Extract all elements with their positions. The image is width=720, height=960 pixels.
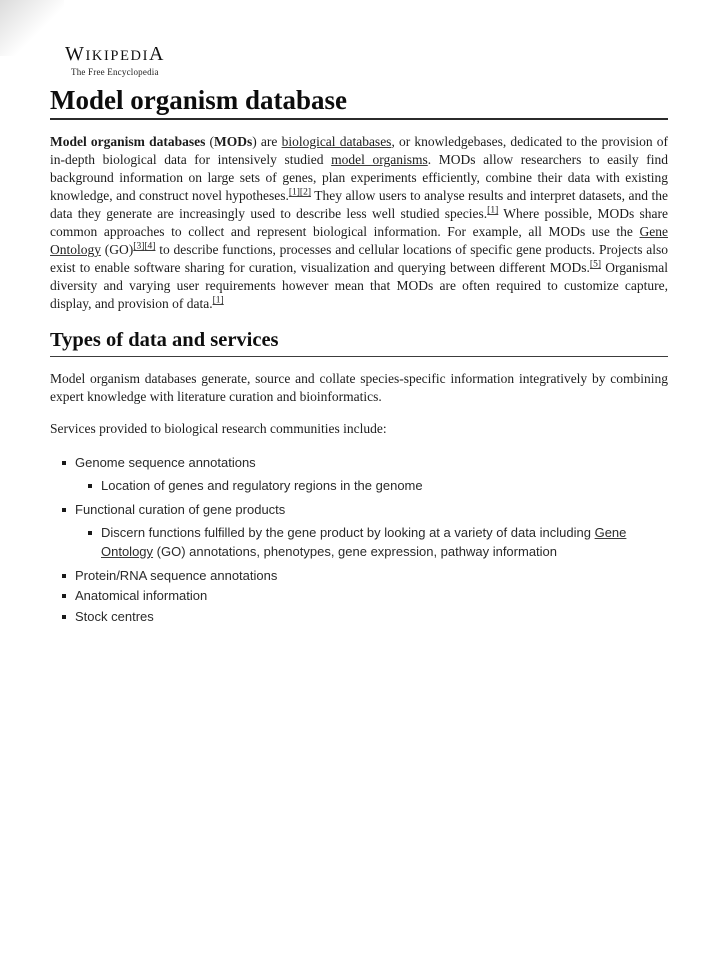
wordmark-letter: A [149,43,166,65]
ref-5[interactable]: [5] [589,259,601,270]
link-gene-ontology[interactable]: Gene Ontology [50,224,668,258]
list-item [50,607,668,626]
bullet-icon [62,508,66,512]
wordmark-letters: IKIPEDI [85,48,150,64]
list-item [50,523,668,561]
list-item-text [75,453,668,472]
text-segment: Model organism databases [50,134,206,150]
ref-4[interactable]: [4] [144,241,156,252]
services-intro-text: Services provided to biological research communities include: [50,420,387,436]
list-item-text [75,586,668,605]
text-segment: Discern functions fulfilled by the gene product by looking at a variety of data including [101,525,595,541]
ref-3[interactable]: [3] [133,241,145,252]
text-segment: (GO) [101,242,134,258]
bullet-icon [62,594,66,598]
list-item [50,586,668,605]
text-segment: ) are [252,134,282,150]
bullet-icon [88,531,92,535]
title-divider [50,118,668,120]
services-list [50,453,668,626]
list-item-text [75,566,668,585]
bullet-icon [62,574,66,578]
wikipedia-logo[interactable] [65,44,165,64]
ref-2[interactable]: [2] [299,187,311,198]
list-item-text [75,607,668,626]
ref-1[interactable]: [1] [487,205,499,216]
bullet-icon [88,484,92,488]
text-segment: Location of genes and regulatory regions in the genome [101,478,423,494]
wikipedia-tagline: The Free Encyclopedia [71,67,159,77]
text-segment: They allow users to analyse results and interpret datasets, and the data they generate are increasingly used to describe less well studied species. [50,188,668,222]
text-segment: (GO) annotations, phenotypes, gene expression, pathway information [153,544,558,560]
list-item-text [75,500,668,519]
text-segment: MODs [214,134,253,150]
page-corner-shadow [0,0,64,56]
section-divider [50,356,668,357]
text-segment: to describe functions, processes and cellular locations of specific gene products. Projects also exist to enable software sharing for curation, visualization and querying between different MODs. [50,242,668,276]
text-segment: Protein/RNA sequence annotations [75,567,278,583]
list-item-text [101,523,668,561]
list-item-text [101,476,668,495]
link-gene-ontology[interactable]: Gene Ontology [101,525,627,560]
intro-paragraph [50,133,668,313]
section-paragraph: Model organism databases generate, source and collate species-specific information integratively by combining expert knowledge with literature curation and bioinformatics. [50,370,668,404]
text-segment: Where possible, MODs share common approaches to collect and represent biological information. For example, all MODs use the [50,206,668,240]
section-heading-types-of-data: Types of data and services [50,329,279,352]
link-model-organisms[interactable]: model organisms [331,152,428,168]
text-segment: Organismal diversity and varying user requirements however mean that MODs are often required to customize capture, display, and provision of data. [50,260,669,312]
text-segment: . MODs allow researchers to easily find background information on large sets of genes, plan experiments efficiently, combine their data with existing knowledge, and construct novel hypotheses. [50,152,668,204]
bullet-icon [62,615,66,619]
bullet-icon [62,461,66,465]
text-segment: Genome sequence annotations [75,454,256,470]
page-title: Model organism database [50,85,347,115]
wordmark-letter: W [65,43,86,65]
list-item [50,476,668,495]
text-segment: Anatomical information [75,588,208,604]
text-segment: Functional curation of gene products [75,501,286,517]
text-segment: Stock centres [75,608,154,624]
ref-1[interactable]: [1] [288,187,300,198]
list-item [50,453,668,472]
wikipedia-header [65,44,668,77]
list-item [50,500,668,519]
ref-1[interactable]: [1] [212,295,224,306]
list-item [50,566,668,585]
text-segment: ( [205,134,214,150]
text-segment: , or knowledgebases, dedicated to the provision of in-depth biological data for intensively studied [50,134,668,168]
link-biological-databases[interactable]: biological databases [281,134,392,150]
